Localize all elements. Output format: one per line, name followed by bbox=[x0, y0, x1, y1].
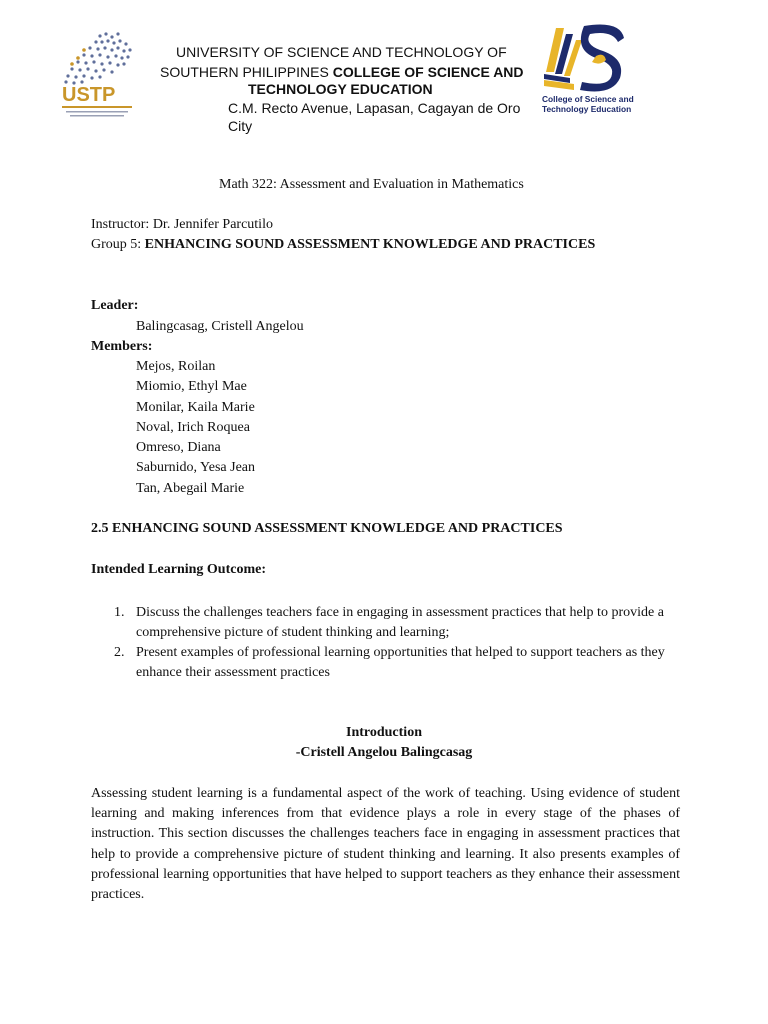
group-line bbox=[91, 236, 595, 253]
member-name: Miomio, Ethyl Mae bbox=[136, 379, 247, 395]
learning-outcome-heading: Intended Learning Outcome: bbox=[91, 562, 266, 577]
instructor-line: Instructor: Dr. Jennifer Parcutilo bbox=[91, 217, 273, 232]
college-name-continued: TECHNOLOGY EDUCATION bbox=[248, 81, 433, 97]
member-name: Saburnido, Yesa Jean bbox=[136, 460, 255, 476]
university-name-continued: SOUTHERN PHILIPPINES bbox=[160, 64, 333, 80]
cste-logo-line2: Technology Education bbox=[542, 104, 632, 114]
ustp-logo bbox=[60, 28, 142, 120]
leader-name: Balingcasag, Cristell Angelou bbox=[136, 319, 304, 334]
introduction-title: Introduction bbox=[346, 725, 422, 740]
member-name: Mejos, Roilan bbox=[136, 359, 216, 374]
member-name: Noval, Irich Roquea bbox=[136, 419, 250, 435]
college-name-line2 bbox=[248, 81, 433, 98]
outcome-text: Discuss the challenges teachers face in engaging in assessment practices that help to provide a comprehensive picture of student thinking and learning; bbox=[136, 605, 664, 640]
member-name: Tan, Abegail Marie bbox=[136, 480, 245, 496]
introduction-author: -Cristell Angelou Balingcasag bbox=[295, 745, 473, 760]
member-name: Omreso, Diana bbox=[136, 440, 221, 456]
leader-heading: Leader: bbox=[91, 298, 139, 313]
learning-outcomes-list bbox=[114, 603, 674, 683]
outcome-number: 1. bbox=[114, 605, 125, 620]
members-list bbox=[136, 358, 255, 500]
section-heading: 2.5 ENHANCING SOUND ASSESSMENT KNOWLEDGE AND PRACTICES bbox=[91, 521, 563, 536]
group-label: Group 5: bbox=[91, 237, 145, 252]
members-heading: Members: bbox=[91, 339, 153, 354]
outcome-text: Present examples of professional learning opportunities that helped to support teachers as they enhance their assessment practices bbox=[136, 645, 665, 680]
cste-logo bbox=[540, 20, 636, 116]
introduction-paragraph: Assessing student learning is a fundamental aspect of the work of teaching. Using evidence of student learning and making inferences from that evidence plays a role in every stage of the phases of instruction. This section discusses the challenges teachers face in engaging in assessment practices that help to provide a comprehensive picture of student thinking and learning. It also presents examples of professional learning opportunities that have helped to support teachers as they enhance their assessment practices. bbox=[91, 786, 680, 903]
cste-logo-line1: College of Science and bbox=[542, 94, 634, 104]
group-title: ENHANCING SOUND ASSESSMENT KNOWLEDGE AND PRACTICES bbox=[144, 237, 596, 252]
college-name: COLLEGE OF SCIENCE AND bbox=[332, 64, 524, 80]
university-address: C.M. Recto Avenue, Lapasan, Cagayan de Oro City bbox=[228, 100, 521, 134]
course-title: Math 322: Assessment and Evaluation in Mathematics bbox=[219, 177, 524, 192]
member-name: Monilar, Kaila Marie bbox=[136, 399, 255, 415]
learning-outcome-item bbox=[114, 603, 674, 643]
outcome-number: 2. bbox=[114, 645, 125, 660]
ustp-logo-text: USTP bbox=[62, 84, 116, 106]
university-name-line1: UNIVERSITY OF SCIENCE AND TECHNOLOGY OF bbox=[176, 44, 507, 60]
university-name-line2 bbox=[160, 64, 524, 81]
learning-outcome-item bbox=[114, 643, 674, 683]
